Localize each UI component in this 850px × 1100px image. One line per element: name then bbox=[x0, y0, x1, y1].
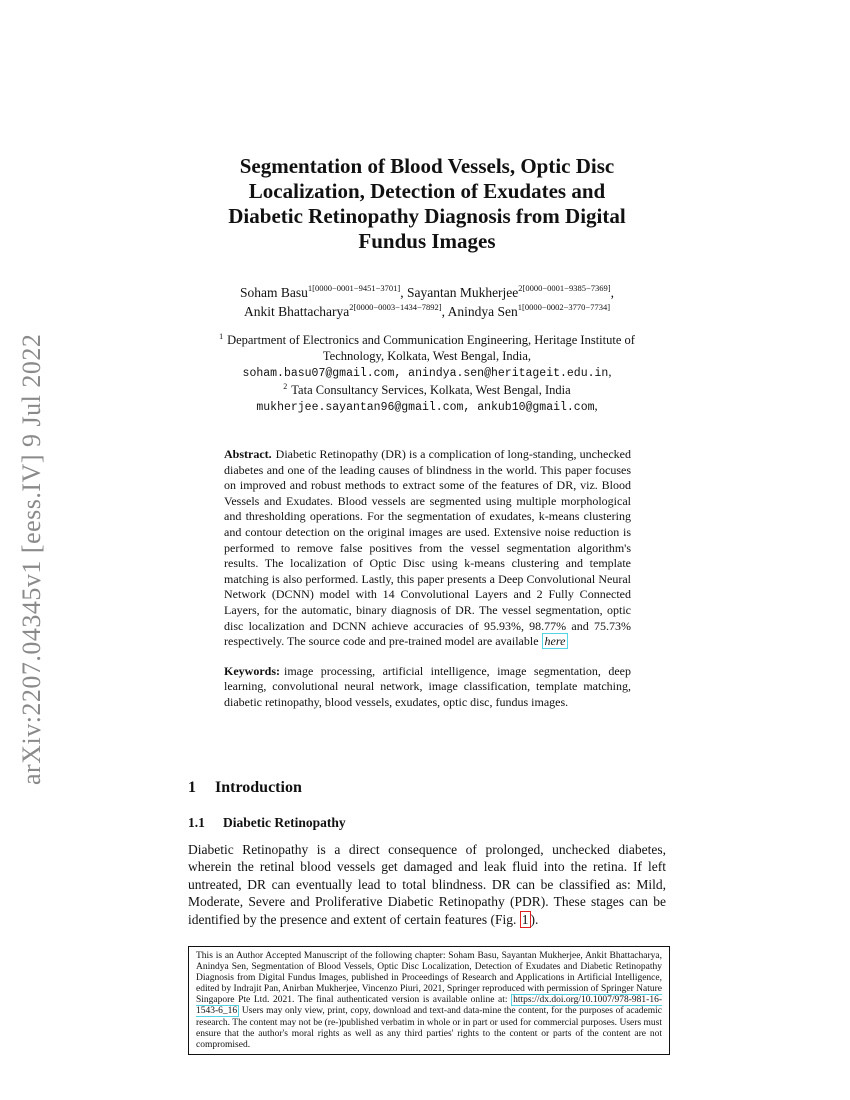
doi-link[interactable]: https://dx.doi.org/10.1007/978-981-16-1543-6_16 bbox=[196, 995, 663, 1017]
author-name: Ankit Bhattacharya bbox=[243, 304, 350, 319]
author-affil-mark: 2 bbox=[349, 302, 354, 312]
notice-text: This is an Author Accepted Manuscript of the following chapter: Soham Basu, Sayantan Mukherjee, Ankit Bhattacharya, Anindya Sen, Segmentation of Blood Vessels, Optic Disc Localization, Detection of Exudates and Diabetic Retinopathy Diagnosis from Digital Fundus Images, published in Proceedings of Research and Applications in Artificial Intelligence, edited by Indrajit Pan, Anirban Mukherjee, Vincenzo Piuri, 2021, Springer reproduced with permission of Springer Nature Singapore Pte Ltd. 2021. The final authenticated version is available online at: bbox=[196, 951, 662, 1006]
intro-paragraph bbox=[188, 841, 666, 928]
abstract-label: Abstract. bbox=[224, 447, 272, 461]
author-affil-mark: 1 bbox=[517, 302, 522, 312]
paper-title bbox=[188, 154, 666, 254]
keywords-text: image processing, artificial intelligence, image segmentation, deep learning, convolutional neural network, image classification, template matching, diabetic retinopathy, blood vessels, exudates, optic disc, fundus images. bbox=[224, 663, 631, 709]
copyright-notice bbox=[188, 946, 670, 1055]
author-name: Soham Basu bbox=[240, 285, 308, 300]
affiliation-2-emails: mukherjee.sayantan96@gmail.com, ankub10@gmail.com, bbox=[256, 399, 598, 414]
subsection-heading bbox=[188, 815, 346, 831]
affiliation-mark: 1 bbox=[219, 332, 224, 341]
email-list[interactable]: mukherjee.sayantan96@gmail.com, ankub10@gmail.com bbox=[256, 401, 595, 414]
author-orcid: [0000−0001−9385−7369] bbox=[522, 283, 611, 293]
affiliation-text: Tata Consultancy Services, Kolkata, West Bengal, India bbox=[291, 383, 571, 397]
author-name: Sayantan Mukherjee bbox=[406, 285, 519, 300]
subsection-number: 1.1 bbox=[188, 815, 205, 830]
author-orcid: [0000−0001−9451−3701] bbox=[312, 283, 401, 293]
arxiv-identifier: arXiv:2207.04345v1 [eess.IV] 9 Jul 2022 bbox=[17, 333, 46, 785]
affiliation-mark: 2 bbox=[283, 382, 288, 391]
author-name: Anindya Sen bbox=[447, 304, 518, 319]
abstract-text: Diabetic Retinopathy (DR) is a complication of long-standing, unchecked diabetes and one of the leading causes of blindness in the world. This paper focuses on improved and robust methods to extract some of the features of DR, viz. Blood Vessels and Exudates. Blood vessels are segmented using multiple morphological and thresholding operations. For the segmentation of exudates, k-means clustering and contour detection on the original images are used. Extensive noise reduction is performed to remove false positives from the vessel segmentation algorithm's results. The localization of Optic Disc using k-means clustering and template matching is also performed. Lastly, this paper presents a Deep Convolutional Neural Network (DCNN) model with 14 Convolutional Layers and 2 Fully Connected Layers, for the automatic, binary diagnosis of DR. The vessel segmentation, optic disc localization and DCNN achieve accuracies of 95.93%, 98.77% and 75.73% respectively. The source code and pre-trained model are available bbox=[224, 447, 631, 649]
email-list[interactable]: soham.basu07@gmail.com, anindya.sen@heritageit.edu.in bbox=[242, 367, 609, 380]
intro-text: Diabetic Retinopathy is a direct consequence of prolonged, unchecked diabetes, wherein the retinal blood vessels get damaged and leak fluid into the retina. If left untreated, DR can eventually lead to total blindness. DR can be classified as: Mild, Moderate, Severe and Proliferative Diabetic Retinopathy (PDR). These stages can be identified by the presence and extent of certain features (Fig. bbox=[188, 842, 666, 927]
section-heading bbox=[188, 779, 302, 797]
author-orcid: [0000−0003−1434−7892] bbox=[353, 302, 442, 312]
intro-end: ). bbox=[530, 911, 539, 927]
figure-reference-link[interactable]: 1 bbox=[521, 911, 529, 927]
author-affil-mark: 1 bbox=[307, 283, 313, 293]
affiliations bbox=[188, 332, 666, 416]
section-title: Introduction bbox=[215, 779, 302, 796]
keywords-label: Keywords: bbox=[224, 663, 280, 678]
author-affil-mark: 2 bbox=[518, 283, 523, 293]
source-code-link[interactable]: here bbox=[542, 633, 569, 649]
title-line: Fundus Images bbox=[358, 229, 496, 253]
subsection-title: Diabetic Retinopathy bbox=[223, 815, 346, 830]
title-line: Localization, Detection of Exudates and bbox=[248, 179, 606, 203]
title-line: Segmentation of Blood Vessels, Optic Disc bbox=[239, 154, 615, 178]
author-list: Soham Basu$^{1[0000-0001-9451-3701]}$, Sayantan Mukherjee$^{2[0000-0001-9385-7369]}$, Ankit Bhattacharya$^{2[0000-0003-1434-7892]}$, Anindya Sen$^{1[0000-0002-3770-7734]}$ bbox=[240, 283, 614, 319]
author-orcid: [0000−0002−3770−7734] bbox=[521, 302, 611, 312]
affiliation-1 bbox=[188, 332, 666, 364]
abstract-block bbox=[224, 447, 631, 650]
affiliation-text: Department of Electronics and Communication Engineering, Heritage Institute of Technology, Kolkata, West Bengal, India, bbox=[227, 333, 635, 363]
title-line: Diabetic Retinopathy Diagnosis from Digital bbox=[228, 204, 626, 228]
section-number: 1 bbox=[188, 779, 196, 796]
affiliation-1-emails: soham.basu07@gmail.com, anindya.sen@heritageit.edu.in, bbox=[242, 365, 612, 380]
notice-text-continued: Users may only view, print, copy, download and text-and data-mine the content, for the purposes of academic research. The content may not be (re-)published verbatim in whole or in part or used for commercial purposes. Users must ensure that the author's moral rights as well as any third parties' rights to the content or parts of the content are not compromised. bbox=[196, 1006, 662, 1050]
abstract-section bbox=[224, 447, 631, 711]
affiliation-2 bbox=[188, 382, 666, 398]
keywords-block bbox=[224, 664, 631, 711]
